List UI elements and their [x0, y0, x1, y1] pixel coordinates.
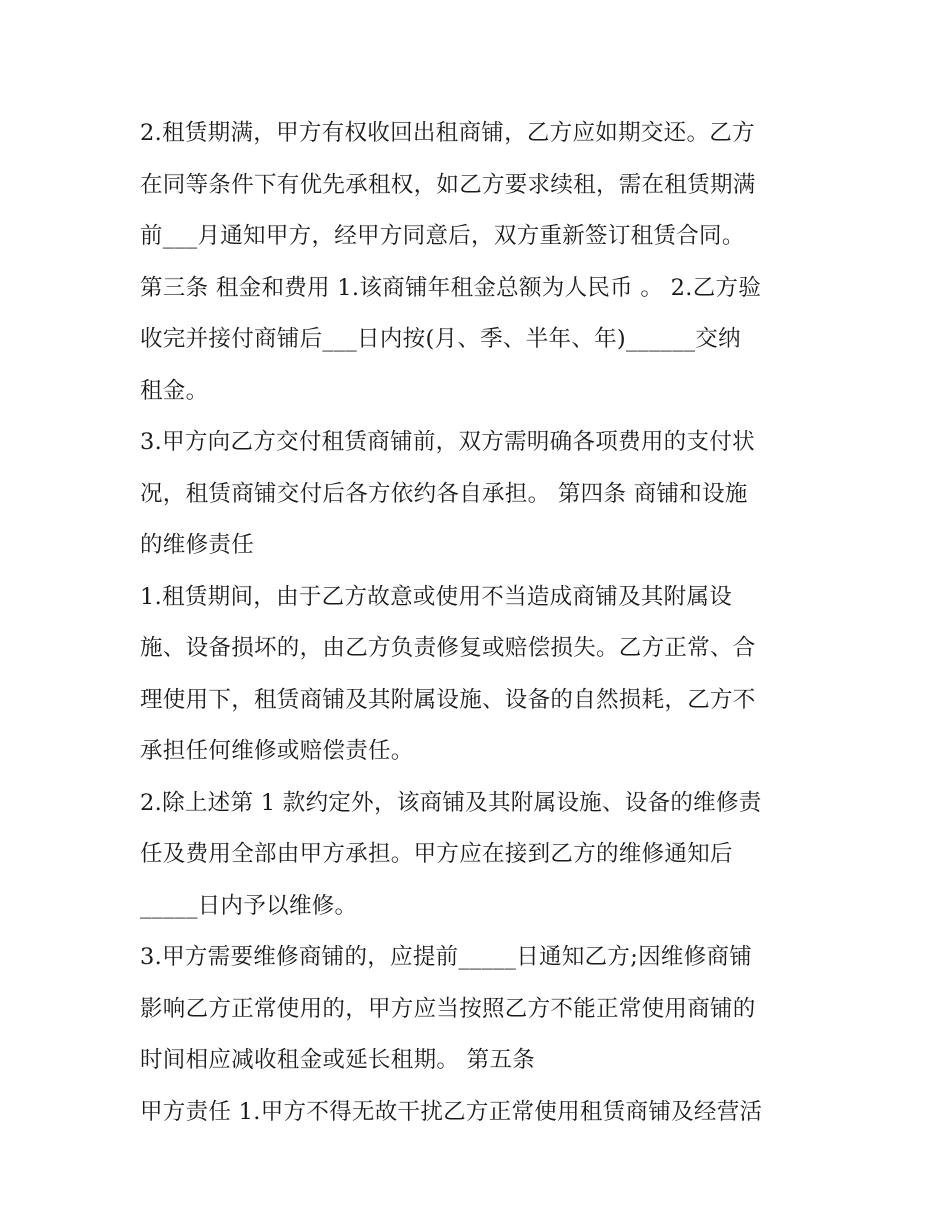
text-line: 理使用下，租赁商铺及其附属设施、设备的自然损耗，乙方不 — [140, 686, 756, 713]
text-line: 任及费用全部由甲方承担。甲方应在接到乙方的维修通知后 — [140, 841, 733, 867]
text-line: 2.除上述第 1 款约定外，该商铺及其附属设施、设备的维修责 — [140, 789, 762, 816]
text-line: 甲方责任 1.甲方不得无故干扰乙方正常使用租赁商铺及经营活 — [140, 1098, 763, 1125]
text-line: 前___月通知甲方，经甲方同意后，双方重新签订租赁合同。 — [140, 223, 745, 249]
text-line: 影响乙方正常使用的，甲方应当按照乙方不能正常使用商铺的 — [140, 995, 756, 1022]
text-line: 2.租赁期满，甲方有权收回出租商铺，乙方应如期交还。乙方 — [140, 120, 755, 146]
text-line: 收完并接付商铺后___日内按(月、季、半年、年)______交纳 — [140, 326, 741, 352]
text-line: 3.甲方向乙方交付租赁商铺前，双方需明确各项费用的支付状 — [140, 429, 755, 455]
text-line: 时间相应减收租金或延长租期。 第五条 — [140, 1047, 536, 1073]
text-line: 承担任何维修或赔偿责任。 — [140, 738, 414, 764]
text-line: 的维修责任 — [140, 532, 255, 558]
text-line: 在同等条件下有优先承租权，如乙方要求续租，需在租赁期满 — [140, 171, 756, 198]
text-line: 况，租赁商铺交付后各方依约各自承担。 第四条 商铺和设施 — [140, 480, 748, 507]
text-line: 第三条 租金和费用 1.该商铺年租金总额为人民币 。 2.乙方验 — [140, 274, 762, 301]
text-line: 1.租赁期间，由于乙方故意或使用不当造成商铺及其附属设 — [140, 583, 733, 610]
text-line: 施、设备损坏的，由乙方负责修复或赔偿损失。乙方正常、合 — [140, 635, 756, 661]
text-line: _____日内予以维修。 — [140, 892, 358, 919]
text-line: 租金。 — [140, 377, 209, 404]
document-body — [140, 108, 820, 1138]
text-line: 3.甲方需要维修商铺的，应提前_____日通知乙方;因维修商铺 — [140, 944, 753, 970]
